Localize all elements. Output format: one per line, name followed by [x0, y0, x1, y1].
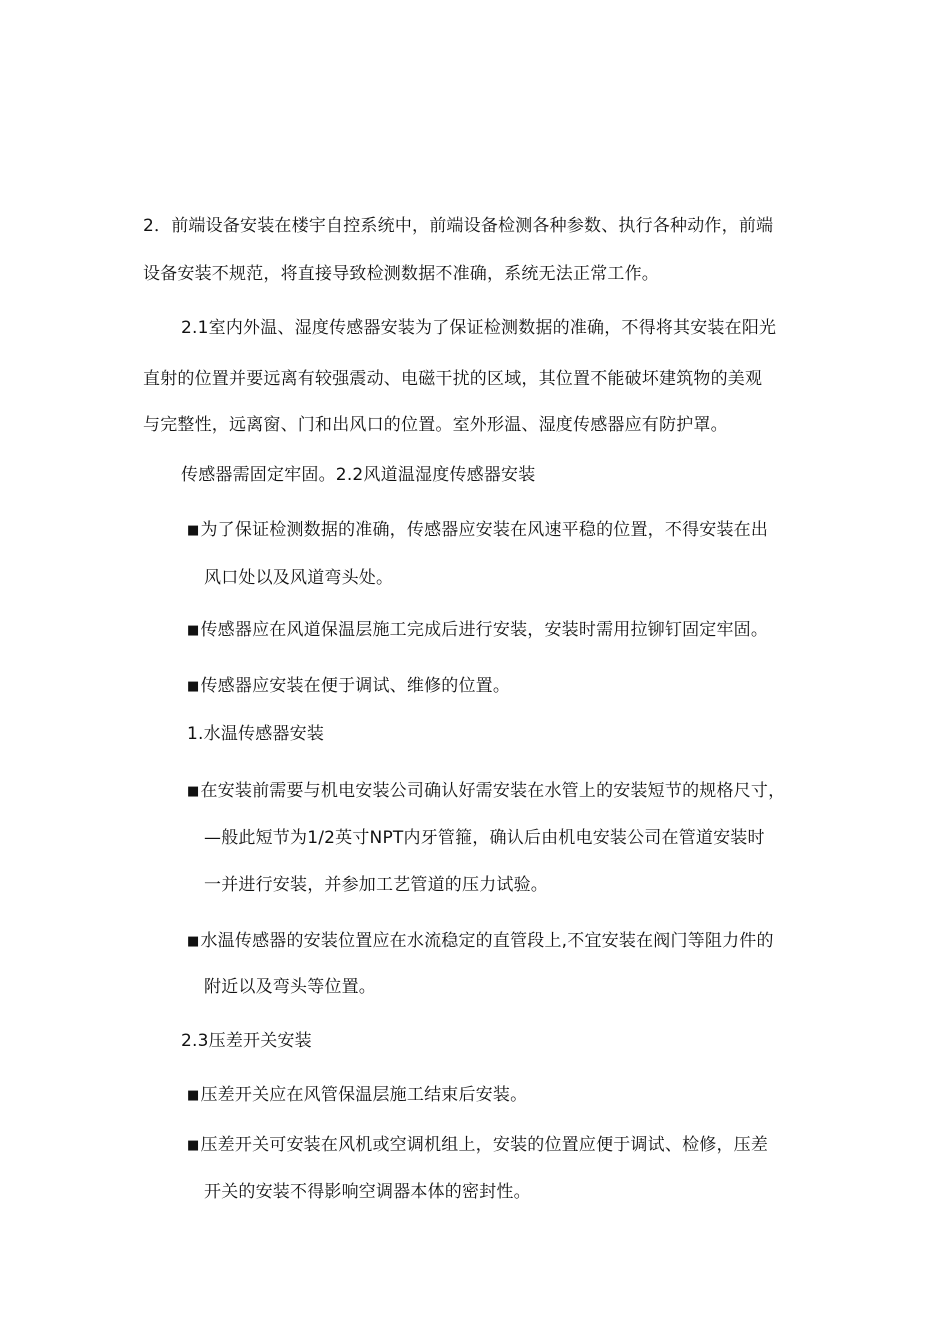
section-2-1-line-3: 与完整性，远离窗、门和出风口的位置。室外形温、湿度传感器应有防护罩。: [143, 415, 728, 435]
water-bullet-2: [187, 929, 774, 954]
pressure-bullet-2-continuation: 开关的安装不得影响空调器本体的密封性。: [204, 1182, 531, 1202]
section-2-1-line-1: 2.1室内外温、湿度传感器安装为了保证检测数据的准确，不得将其安装在阳光: [181, 318, 777, 338]
duct-bullet-1-text: 为了保证检测数据的准确，传感器应安装在风速平稳的位置，不得安装在出: [200, 520, 769, 540]
water-bullet-1-continuation-1: —般此短节为1/2英寸NPT内牙管箍，确认后由机电安装公司在管道安装时: [204, 828, 765, 848]
section-2-1-line-2: 直射的位置并要远离有较强震动、电磁干扰的区域，其位置不能破坏建筑物的美观: [143, 369, 763, 389]
duct-bullet-2: [187, 618, 768, 643]
water-bullet-2-continuation: 附近以及弯头等位置。: [204, 977, 376, 997]
bullet-square-icon: ■: [187, 679, 200, 694]
bullet-square-icon: ■: [187, 1088, 200, 1103]
bullet-square-icon: ■: [187, 1138, 200, 1153]
duct-bullet-1-continuation: 风口处以及风道弯头处。: [204, 568, 394, 588]
bullet-square-icon: ■: [187, 784, 200, 799]
pressure-switch-heading: 2.3压差开关安装: [181, 1031, 312, 1051]
section-2-line-1: 2．前端设备安装在楼宇自控系统中，前端设备检测各种参数、执行各种动作，前端: [143, 216, 774, 236]
pressure-bullet-1-text: 压差开关应在风管保温层施工结束后安装。: [200, 1085, 528, 1105]
duct-bullet-3: [187, 674, 510, 699]
bullet-square-icon: ■: [187, 934, 200, 949]
bullet-square-icon: ■: [187, 623, 200, 638]
pressure-bullet-2: [187, 1133, 768, 1158]
water-bullet-1-continuation-2: 一并进行安装，并参加工艺管道的压力试验。: [204, 875, 548, 895]
water-bullet-2-text: 水温传感器的安装位置应在水流稳定的直管段上,不宜安装在阀门等阻力件的: [200, 931, 774, 951]
section-2-line-2: 设备安装不规范，将直接导致检测数据不准确，系统无法正常工作。: [143, 264, 659, 284]
section-2-1-line-4: 传感器需固定牢固。2.2风道温湿度传感器安装: [181, 465, 536, 485]
water-temp-heading: 1.水温传感器安装: [187, 724, 325, 744]
pressure-bullet-2-text: 压差开关可安装在风机或空调机组上，安装的位置应便于调试、检修，压差: [200, 1135, 769, 1155]
bullet-square-icon: ■: [187, 523, 200, 538]
pressure-bullet-1: [187, 1083, 527, 1108]
duct-bullet-2-text: 传感器应在风道保温层施工完成后进行安装，安装时需用拉铆钉固定牢固。: [200, 620, 769, 640]
duct-bullet-3-text: 传感器应安装在便于调试、维修的位置。: [200, 676, 511, 696]
water-bullet-1: [187, 779, 785, 804]
water-bullet-1-text: 在安装前需要与机电安装公司确认好需安装在水管上的安装短节的规格尺寸，: [200, 781, 786, 801]
duct-bullet-1: [187, 518, 768, 543]
